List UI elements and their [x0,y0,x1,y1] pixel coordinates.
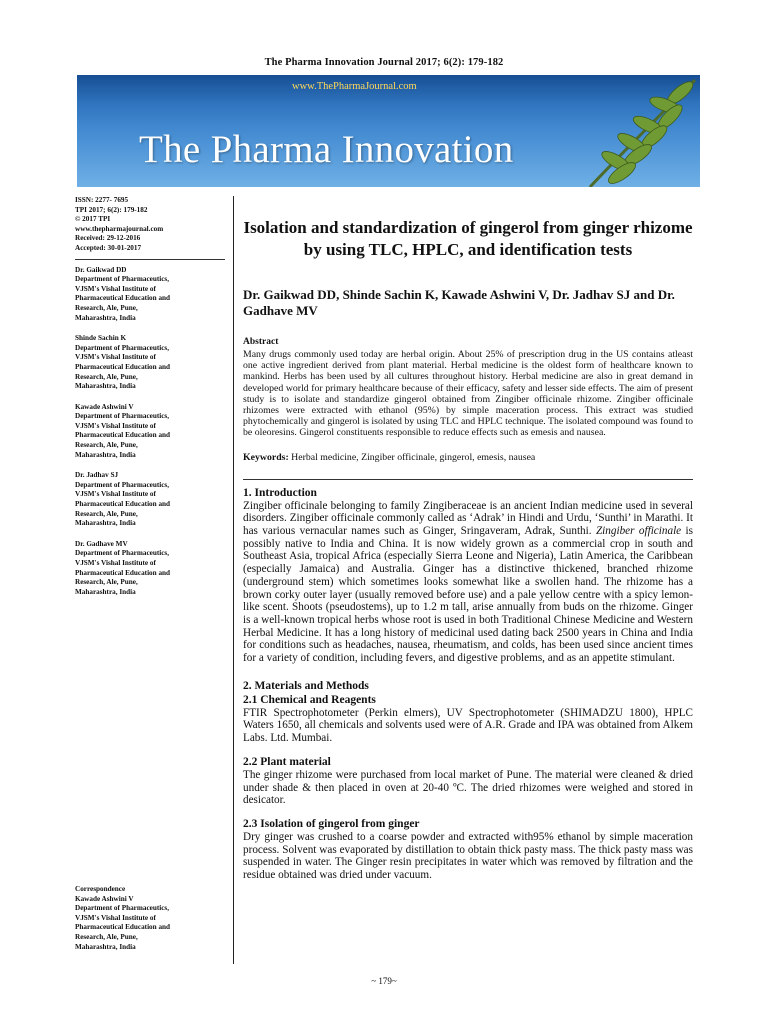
intro-paragraph-part: is possibly native to India and China. It is now widely grown as a commercial crop in south and Southeast Asia, tropical Africa (especially Sierra Leone and Nigeria), Latin America, the Caribbean (especially Jamaica) and Australia. Ginger has a distinctive thickened, branched rhizome (underground stem) which sometimes looks somewhat like a swollen hand. The rhizome has a brown corky outer layer (usually removed before use) and a pale yellow centre with a spicy lemon-like scent. Shoots (pseudostems), up to 1.2 m tall, arise annually from buds on the rhizome. Ginger is a well-known tropical herbs whose root is used in both Traditional Chinese Medicine and Western Herbal Medicine. It has a long history of medicinal used dating back 2500 years in China and India for conditions such as headaches, nausea, rheumatism, and colds, has been used since ancient times for a variety of condition, including fevers, and digestive problems, and as an appetite stimulant. [243,525,694,665]
affil-line: Research, Ale, Pune, [75,303,138,312]
page-number: ~ 179~ [371,976,397,986]
affil-line: Maharashtra, India [75,450,136,459]
journal-url[interactable]: www.ThePharmaJournal.com [292,81,417,92]
affil-line: Research, Ale, Pune, [75,578,138,587]
affil-line: Department of Pharmaceutics, [75,412,170,421]
affil-line: Department of Pharmaceutics, [75,904,170,913]
section-heading-introduction: 1. Introduction [243,486,317,499]
abstract-heading: Abstract [243,337,279,347]
spacer [243,745,693,755]
received-date: Received: 29-12-2016 [75,234,141,243]
website[interactable]: www.thepharmajournal.com [75,224,164,233]
journal-banner [77,75,700,187]
affil-line: Pharmaceutical Education and [75,431,171,440]
affil-author-name: Shinde Sachin K [75,334,127,343]
affil-line: Department of Pharmaceutics, [75,549,170,558]
copyright: © 2017 TPI [75,215,111,224]
section-heading-materials: 2. Materials and Methods [243,679,369,692]
keywords [243,452,693,463]
tpi-ref: TPI 2017; 6(2): 179-182 [75,205,148,214]
affil-line: Research, Ale, Pune, [75,441,138,450]
article-meta [75,196,230,254]
affil-line: Maharashtra, India [75,382,136,391]
spacer [243,807,693,817]
abstract-divider [243,479,693,480]
affil-line: VJSM's Vishal Institute of [75,490,156,499]
affil-line: Research, Ale, Pune, [75,509,138,518]
affil-line: Department of Pharmaceutics, [75,275,170,284]
issn: ISSN: 2277- 7695 [75,196,129,204]
introduction-text [243,500,693,665]
sidebar-divider [75,259,225,260]
affiliation-block [75,334,230,392]
sidebar [75,196,230,608]
affil-line: Department of Pharmaceutics, [75,343,170,352]
affil-line: Research, Ale, Pune, [75,932,138,941]
affil-author-name: Kawade Ashwini V [75,402,134,411]
plant-material-text: The ginger rhizome were purchased from local market of Pune. The material were cleaned & dried under shade & then placed in oven at 20-40 ºC. The dried rhizomes were weighed and stored in desicator. [243,768,693,807]
affil-line: Pharmaceutical Education and [75,923,171,932]
affil-line: VJSM's Vishal Institute of [75,284,156,293]
keywords-text: Herbal medicine, Zingiber officinale, gingerol, emesis, nausea [291,451,536,463]
affil-line: Maharashtra, India [75,313,136,322]
affiliation-block [75,403,230,461]
leaf-branch-icon [570,75,700,187]
affiliation-block [75,540,230,598]
paper-title: Isolation and standardization of gingerol from ginger rhizome by using TLC, HPLC, and identification tests [243,218,693,259]
affil-line: VJSM's Vishal Institute of [75,421,156,430]
affil-line: Pharmaceutical Education and [75,568,171,577]
chemicals-text: FTIR Spectrophotometer (Perkin elmers), UV Spectrophotometer (SHIMADZU 1800), HPLC Waters 1650, all chemicals and solvents used were of A.R. Grade and IPA was obtained from Alkem Labs. Ltd. Mumbai. [243,706,693,745]
affiliation-block [75,471,230,529]
affil-line: Maharashtra, India [75,942,136,951]
banner-title: The Pharma Innovation [139,128,514,171]
affil-line: VJSM's Vishal Institute of [75,353,156,362]
paper-authors: Dr. Gaikwad DD, Shinde Sachin K, Kawade Ashwini V, Dr. Jadhav SJ and Dr. Gadhave MV [243,287,675,318]
accepted-date: Accepted: 30-01-2017 [75,243,142,252]
abstract-text: Many drugs commonly used today are herbal origin. About 25% of prescription drug in the US contains atleast one active ingredient derived from plant material. Herbal medicine is the oldest form of healthcare known to mankind. Herbs has been used by all cultures throughout history. Herbal medicine are also in great demand in developed world for primary healthcare because of their efficacy, safety and lesser side effects. The aim of present study is to isolate and standardize gingerol obtained from Zingiber officinale rhizome. Zingiber officinale rhizomes were extracted with ethanol (95%) by simple maceration process. This extract was studied phytochemically and gingerol is isolated by using TLC and HPLC technique. The isolated compound was found to be oleoresins. Gingerol constituents responsible to reduce effects such as emesis and nausea. [243,349,693,439]
affil-author-name: Dr. Gadhave MV [75,539,128,548]
affil-author-name: Dr. Gaikwad DD [75,265,127,274]
keywords-label: Keywords: [243,451,289,463]
affil-line: Pharmaceutical Education and [75,362,171,371]
affil-line: Pharmaceutical Education and [75,500,171,509]
main-column [243,196,693,882]
affil-line: Maharashtra, India [75,587,136,596]
affil-line: Pharmaceutical Education and [75,294,171,303]
affil-line: VJSM's Vishal Institute of [75,913,156,922]
affil-line: Research, Ale, Pune, [75,372,138,381]
affil-line: Maharashtra, India [75,519,136,528]
subsection-heading-isolation: 2.3 Isolation of gingerol from ginger [243,817,420,830]
correspondence-block [75,885,230,952]
subsection-heading-plant: 2.2 Plant material [243,755,331,768]
subsection-heading-chemicals: 2.1 Chemical and Reagents [243,693,376,706]
correspondence-name: Kawade Ashwini V [75,894,134,903]
correspondence-label: Correspondence [75,885,126,893]
affil-line: Department of Pharmaceutics, [75,480,170,489]
isolation-text: Dry ginger was crushed to a coarse powder and extracted with95% ethanol by simple maceration process. Solvent was evaporated by distillation to obtain thick pasty mass. The thick pasty mass was suspended in water. The Ginger resin precipitates in water which was removed by filtration and the residue obtained was dried under vacuum. [243,830,693,882]
species-name-italic: Zingiber officinale [595,525,682,538]
journal-citation: The Pharma Innovation Journal 2017; 6(2): 179-182 [264,57,504,68]
affil-line: VJSM's Vishal Institute of [75,559,156,567]
column-divider [233,196,234,964]
affil-author-name: Dr. Jadhav SJ [75,471,119,480]
affiliation-block [75,266,230,324]
intro-paragraph-part: Zingiber officinale belonging to family Zingiberaceae is an ancient Indian medicine used in several disorders. Zingiber officinale commonly called as ‘Adrak’ in Hindi and Urdu, ‘Sunthi’ in Marathi. It has various vernacular names such as Ginger, Sringaveram, Adrak, Sunthi. [243,499,693,538]
